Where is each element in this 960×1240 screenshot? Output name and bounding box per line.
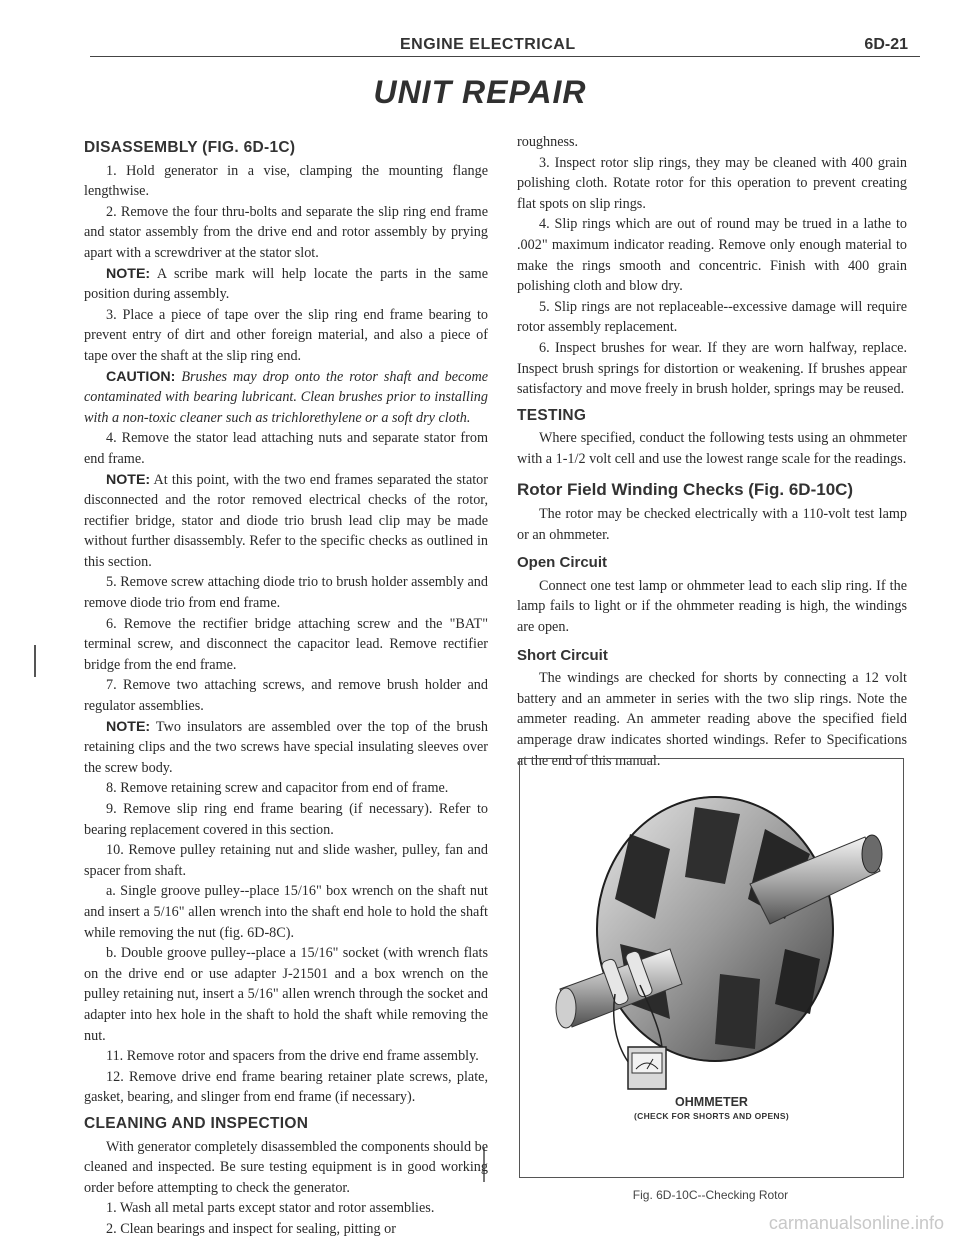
note-text: A scribe mark will help locate the parts in the same position during assembly. <box>84 265 488 303</box>
step-10: 10. Remove pulley retaining nut and slide washer, pulley, fan and spacer from shaft. <box>84 842 488 879</box>
step-4: 4. Remove the stator lead attaching nuts and separate stator from end frame. <box>84 430 488 467</box>
note-label: NOTE: <box>106 718 151 735</box>
heading-short-circuit: Short Circuit <box>517 646 608 664</box>
step-1: 1. Hold generator in a vise, clamping the mounting flange lengthwise. <box>84 162 488 200</box>
short-circuit-text: The windings are checked for shorts by connecting a 12 volt battery and an ammeter in series with the two slip rings. Note the ammeter reading. An ammeter reading above the specified field amperage draw indicates shorted windings. Refer to Specifications at the end of this manual. <box>517 670 907 769</box>
running-header <box>90 22 920 57</box>
page-number: 6D-21 <box>864 36 908 53</box>
left-column <box>84 132 488 1239</box>
cleaning-1: 1. Wash all metal parts except stator and rotor assemblies. <box>106 1200 435 1217</box>
step-9: 9. Remove slip ring end frame bearing (if necessary). Refer to bearing replacement covered in this section. <box>84 801 488 838</box>
page-title: UNIT REPAIR <box>373 74 587 110</box>
cleaning-4: 4. Slip rings which are out of round may be trued in a lathe to .002" maximum indicator reading. Remove only enough material to make the rings smooth and concentric. Finish with 400 grain polishing cloth and blow dry. <box>517 216 907 295</box>
step-11: 11. Remove rotor and spacers from the drive end frame assembly. <box>106 1048 479 1065</box>
note-text: Two insulators are assembled over the top of the brush retaining clips and the two screws have special insulating sleeves over the screw body. <box>84 718 488 776</box>
caution-text: Brushes may drop onto the rotor shaft and become contaminated with bearing lubricant. Clean brushes prior to installing with a non-toxic cleaner such as trichlorethylene or a soft dry cloth. <box>84 368 488 426</box>
note-text: At this point, with the two end frames separated the stator disconnected and the rotor removed electrical checks of the rotor, rectifier bridge, stator and diode trio brush lead clip may be made without further disassembly. Refer to the specific checks as outlined in this section. <box>84 471 488 570</box>
note-3 <box>84 717 488 779</box>
step-2: 2. Remove the four thru-bolts and separate the slip ring end frame and stator assembly from the drive end and rotor assembly by prying apart with a screwdriver at the stator slot. <box>84 203 488 261</box>
cleaning-6: 6. Inspect brushes for wear. If they are worn halfway, replace. Inspect brush springs for distortion or weakening. If brushes appear satisfactory and move freely in brush holder, springs may be reused. <box>517 339 907 398</box>
rotor-body <box>597 797 833 1061</box>
step-12: 12. Remove drive end frame bearing retainer plate screws, plate, gasket, bearing, and slinger from end frame (if necessary). <box>84 1068 488 1106</box>
step-8: 8. Remove retaining screw and capacitor from end of frame. <box>106 780 449 797</box>
step-3: 3. Place a piece of tape over the slip ring end frame bearing to prevent entry of dirt and other foreign material, and also a piece of tape over the shaft at the slip ring end. <box>84 306 488 364</box>
figure-caption: Fig. 6D-10C--Checking Rotor <box>632 1188 789 1202</box>
step-7: 7. Remove two attaching screws, and remove brush holder and regulator assemblies. <box>84 677 488 715</box>
ohmmeter-label: OHMMETER <box>675 1095 748 1109</box>
step-10b: b. Double groove pulley--place a 15/16" socket (with wrench flats on the drive end or use adapter J-21501 and a box wrench on the pulley retaining nut, insert a 5/16" allen wrench through the socket and adapter into hex hole in the shaft to hold the shaft while removing the nut. <box>84 945 488 1044</box>
cleaning-2-cont: roughness. <box>517 134 579 150</box>
testing-intro: Where specified, conduct the following tests using an ohmmeter with a 1-1/2 volt cell and use the lowest range scale for the readings. <box>517 430 907 467</box>
heading-open-circuit: Open Circuit <box>517 554 608 572</box>
heading-testing: TESTING <box>517 406 587 424</box>
heading-disassembly: DISASSEMBLY (FIG. 6D-1C) <box>84 139 296 156</box>
caution-label: CAUTION: <box>106 368 176 385</box>
heading-cleaning: CLEANING AND INSPECTION <box>84 1114 309 1132</box>
right-column <box>517 132 907 771</box>
rotor-intro: The rotor may be checked electrically with a 110-volt test lamp or an ohmmeter. <box>517 506 907 543</box>
step-6: 6. Remove the rectifier bridge attaching screw and the "BAT" terminal screw, and disconnect the capacitor lead. Remove rectifier bridge from the end frame. <box>84 615 488 673</box>
heading-rotor-checks: Rotor Field Winding Checks (Fig. 6D-10C) <box>517 479 854 499</box>
open-circuit-text: Connect one test lamp or ohmmeter lead to each slip ring. If the lamp fails to light or if the ohmmeter reading is high, the windings are open. <box>517 577 907 636</box>
figure-rotor-check <box>519 758 904 1178</box>
note-label: NOTE: <box>106 471 151 488</box>
watermark: carmanualsonline.info <box>768 1213 944 1233</box>
cleaning-3: 3. Inspect rotor slip rings, they may be cleaned with 400 grain polishing cloth. Rotate rotor for this operation to prevent creating flat spots on slip rings. <box>517 154 907 212</box>
caution <box>84 367 488 429</box>
step-5: 5. Remove screw attaching diode trio to brush holder assembly and remove diode trio from end frame. <box>84 574 488 612</box>
margin-change-bar <box>34 645 36 677</box>
cleaning-5: 5. Slip rings are not replaceable--excessive damage will require rotor assembly replacement. <box>517 298 907 336</box>
note-label: NOTE: <box>106 265 151 282</box>
cleaning-intro: With generator completely disassembled the components should be cleaned and inspected. Be sure testing equipment is in good working order before attempting to check the generator. <box>84 1138 489 1196</box>
step-10a: a. Single groove pulley--place 15/16" box wrench on the shaft nut and insert a 5/16" allen wrench into the shaft end hole to hold the shaft while removing the nut (fig. 6D-8C). <box>84 883 488 941</box>
section-title: ENGINE ELECTRICAL <box>400 36 576 53</box>
note-1 <box>84 264 488 305</box>
ohmmeter-sublabel: (CHECK FOR SHORTS AND OPENS) <box>634 1111 789 1121</box>
cleaning-2: 2. Clean bearings and inspect for sealing, pitting or <box>106 1220 396 1237</box>
note-2 <box>84 470 488 573</box>
ohmmeter-icon <box>628 1047 666 1089</box>
